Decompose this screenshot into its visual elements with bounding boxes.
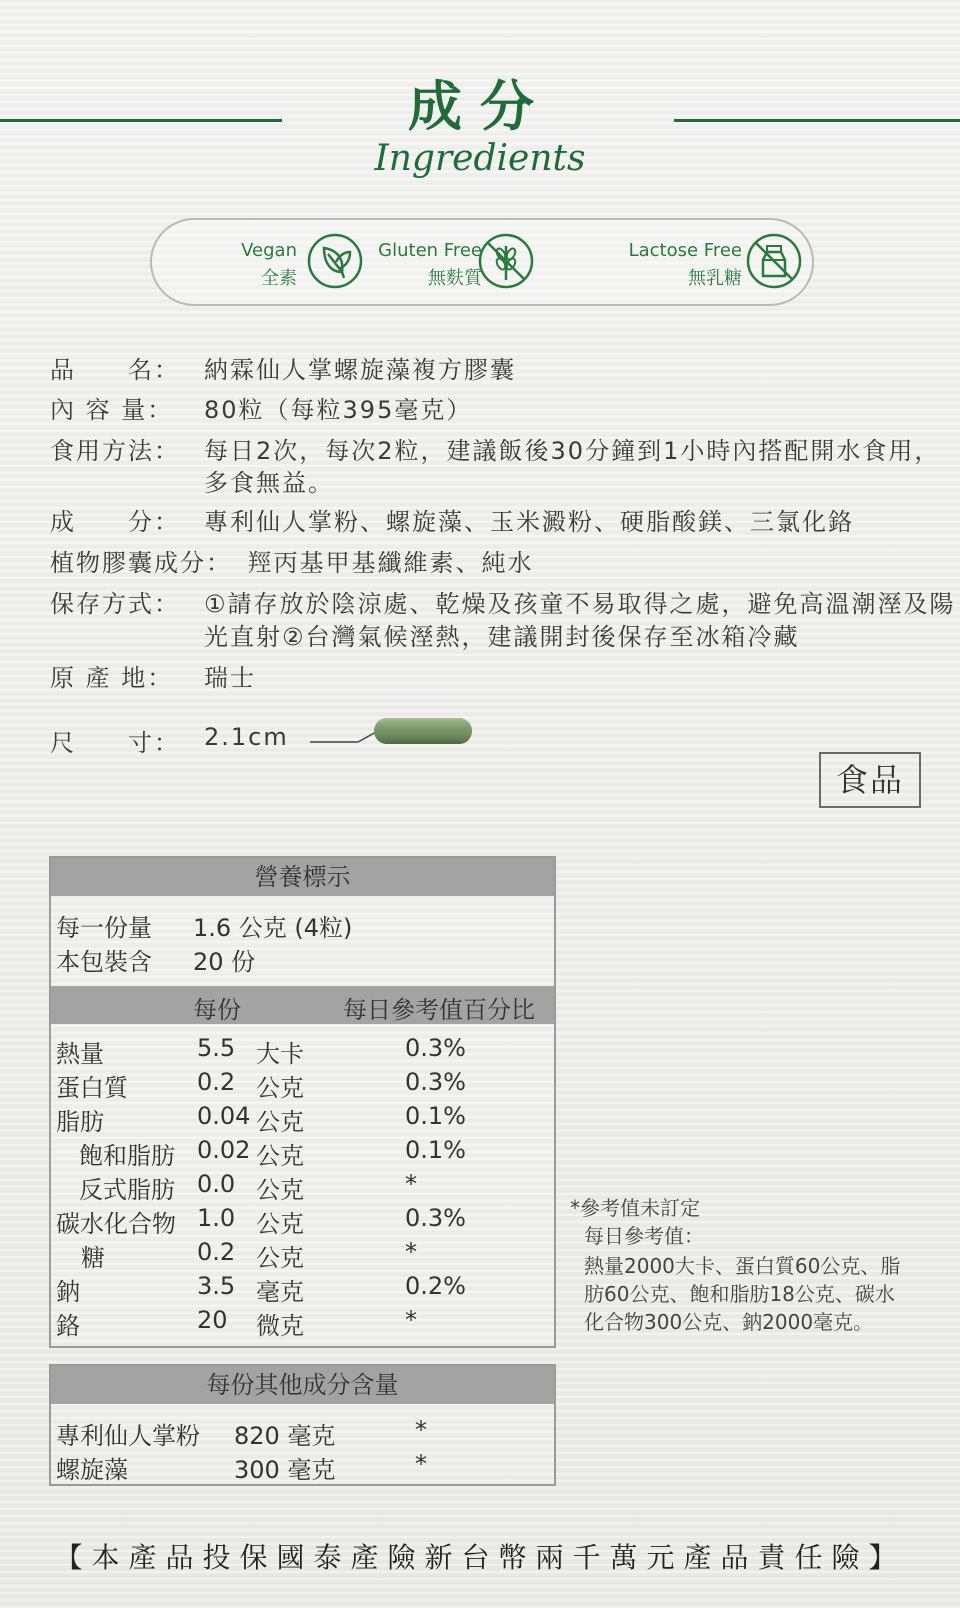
nutrition-row-amount: 0.02 bbox=[197, 1136, 251, 1164]
info-name-value: 納霖仙人掌螺旋藻複方膠囊 bbox=[204, 356, 516, 384]
nutrition-row-unit: 公克 bbox=[256, 1176, 304, 1204]
badge-vegan-en: Vegan bbox=[241, 240, 297, 261]
wheat-crossed-icon bbox=[477, 232, 535, 290]
col-daily-value: 每日參考值百分比 bbox=[343, 996, 535, 1024]
info-storage-value: ①請存放於陰涼處、乾燥及孩童不易取得之處，避免高溫潮溼及陽 bbox=[204, 590, 956, 618]
other-row-1-amount: 820 毫克 bbox=[234, 1422, 336, 1450]
nutrition-row-name: 反式脂肪 bbox=[79, 1176, 175, 1204]
nutrition-row-dv: 0.3% bbox=[405, 1204, 466, 1232]
nutrition-row-unit: 公克 bbox=[256, 1210, 304, 1238]
nutrition-row-amount: 5.5 bbox=[197, 1034, 236, 1062]
info-content-label: 內 容 量： bbox=[50, 396, 174, 424]
note-line-3: 熱量2000大卡、蛋白質60公克、脂 bbox=[584, 1254, 901, 1278]
nutrition-row-amount: 0.04 bbox=[197, 1102, 251, 1130]
other-row-1-dv: * bbox=[415, 1416, 427, 1444]
badge-gluten-en: Gluten Free bbox=[378, 240, 482, 261]
info-ingredients bbox=[50, 502, 854, 537]
info-usage-value: 每日2次，每次2粒，建議飯後30分鐘到1小時內搭配開水食用， bbox=[204, 437, 941, 465]
info-content-value: 80粒（每粒395毫克） bbox=[204, 396, 473, 424]
nutrition-row-amount: 20 bbox=[197, 1306, 228, 1334]
nutrition-row-amount: 0.2 bbox=[197, 1068, 236, 1096]
nutrition-row-name: 脂肪 bbox=[56, 1108, 104, 1136]
info-capsule-label: 植物膠囊成分： bbox=[50, 549, 232, 577]
pack-label: 本包裝含 bbox=[56, 948, 152, 976]
nutrition-row-unit: 公克 bbox=[256, 1142, 304, 1170]
nutrition-title: 營養標示 bbox=[51, 858, 554, 896]
food-tag: 食品 bbox=[819, 752, 921, 808]
info-ingredients-value: 專利仙人掌粉、螺旋藻、玉米澱粉、硬脂酸鎂、三氯化鉻 bbox=[204, 508, 854, 536]
nutrition-row-name: 鈉 bbox=[56, 1278, 80, 1306]
other-row-2-dv: * bbox=[415, 1450, 427, 1478]
nutrition-row-unit: 大卡 bbox=[256, 1040, 304, 1068]
col-per-serving: 每份 bbox=[193, 996, 241, 1024]
nutrition-row-dv: 0.2% bbox=[405, 1272, 466, 1300]
info-usage-value-2: 多食無益。 bbox=[204, 469, 334, 497]
nutrition-row-unit: 公克 bbox=[256, 1074, 304, 1102]
info-capsule-value: 羥丙基甲基纖維素、純水 bbox=[247, 549, 534, 577]
page-title: 成分 bbox=[408, 75, 552, 138]
nutrition-row-unit: 微克 bbox=[256, 1312, 304, 1340]
pack-value: 20 份 bbox=[193, 948, 256, 976]
milk-crossed-icon bbox=[745, 232, 803, 290]
nutrition-row-dv: * bbox=[405, 1306, 417, 1334]
nutrition-row-unit: 公克 bbox=[256, 1108, 304, 1136]
other-table bbox=[49, 1364, 556, 1486]
capsule-image bbox=[310, 712, 480, 752]
nutrition-row-name: 熱量 bbox=[56, 1040, 104, 1068]
diet-badges bbox=[150, 218, 814, 306]
nutrition-row-dv: 0.1% bbox=[405, 1136, 466, 1164]
badge-vegan-zh: 全素 bbox=[261, 268, 297, 289]
info-storage bbox=[50, 584, 956, 619]
nutrition-row-amount: 3.5 bbox=[197, 1272, 236, 1300]
info-origin-label: 原 產 地： bbox=[50, 664, 174, 692]
info-size bbox=[50, 723, 289, 758]
info-name bbox=[50, 350, 516, 385]
badge-gluten-zh: 無麩質 bbox=[428, 268, 482, 289]
other-row-2-name: 螺旋藻 bbox=[56, 1456, 128, 1484]
other-title: 每份其他成分含量 bbox=[51, 1366, 554, 1404]
info-storage-value-2: 光直射②台灣氣候溼熱，建議開封後保存至冰箱冷藏 bbox=[204, 623, 800, 651]
info-content bbox=[50, 390, 473, 425]
info-origin-value: 瑞士 bbox=[204, 664, 256, 692]
insurance-footer: 【本產品投保國泰產險新台幣兩千萬元產品責任險】 bbox=[54, 1541, 906, 1574]
info-usage-label: 食用方法： bbox=[50, 437, 180, 465]
info-size-label: 尺 寸： bbox=[50, 729, 180, 757]
nutrition-row-unit: 公克 bbox=[256, 1244, 304, 1272]
nutrition-row-unit: 毫克 bbox=[256, 1278, 304, 1306]
nutrition-row-amount: 0.2 bbox=[197, 1238, 236, 1266]
nutrition-row-amount: 1.0 bbox=[197, 1204, 236, 1232]
note-line-4: 肪60公克、飽和脂肪18公克、碳水 bbox=[584, 1282, 895, 1306]
leaf-icon bbox=[306, 232, 364, 290]
badge-gluten-free bbox=[377, 220, 587, 304]
badge-vegan bbox=[152, 220, 377, 304]
info-size-value: 2.1cm bbox=[204, 723, 289, 751]
badge-lactose-zh: 無乳糖 bbox=[688, 268, 742, 289]
info-name-label: 品 名： bbox=[50, 356, 180, 384]
info-origin bbox=[50, 658, 256, 693]
other-row-2-amount: 300 毫克 bbox=[234, 1456, 336, 1484]
other-row-1-name: 專利仙人掌粉 bbox=[56, 1422, 200, 1450]
page-subtitle: Ingredients bbox=[374, 138, 586, 179]
serving-label: 每一份量 bbox=[56, 914, 152, 942]
badge-lactose-free bbox=[587, 220, 812, 304]
info-capsule bbox=[50, 543, 534, 578]
nutrition-row-name: 碳水化合物 bbox=[56, 1210, 176, 1238]
serving-value: 1.6 公克 (4粒) bbox=[193, 914, 353, 942]
nutrition-row-name: 蛋白質 bbox=[56, 1074, 128, 1102]
note-line-1: *參考值未訂定 bbox=[570, 1196, 700, 1220]
badge-lactose-en: Lactose Free bbox=[628, 240, 742, 261]
note-line-2: 每日參考值： bbox=[584, 1224, 704, 1248]
info-storage-label: 保存方式： bbox=[50, 590, 180, 618]
info-usage bbox=[50, 431, 941, 466]
nutrition-row-name: 糖 bbox=[81, 1244, 105, 1272]
nutrition-row-dv: * bbox=[405, 1170, 417, 1198]
nutrition-row-dv: * bbox=[405, 1238, 417, 1266]
nutrition-table bbox=[49, 856, 556, 1348]
nutrition-row-amount: 0.0 bbox=[197, 1170, 236, 1198]
nutrition-row-dv: 0.1% bbox=[405, 1102, 466, 1130]
note-line-5: 化合物300公克、鈉2000毫克。 bbox=[584, 1310, 874, 1334]
nutrition-row-dv: 0.3% bbox=[405, 1068, 466, 1096]
nutrition-row-name: 鉻 bbox=[56, 1312, 80, 1340]
nutrition-row-dv: 0.3% bbox=[405, 1034, 466, 1062]
nutrition-row-name: 飽和脂肪 bbox=[79, 1142, 175, 1170]
info-ingredients-label: 成 分： bbox=[50, 508, 180, 536]
